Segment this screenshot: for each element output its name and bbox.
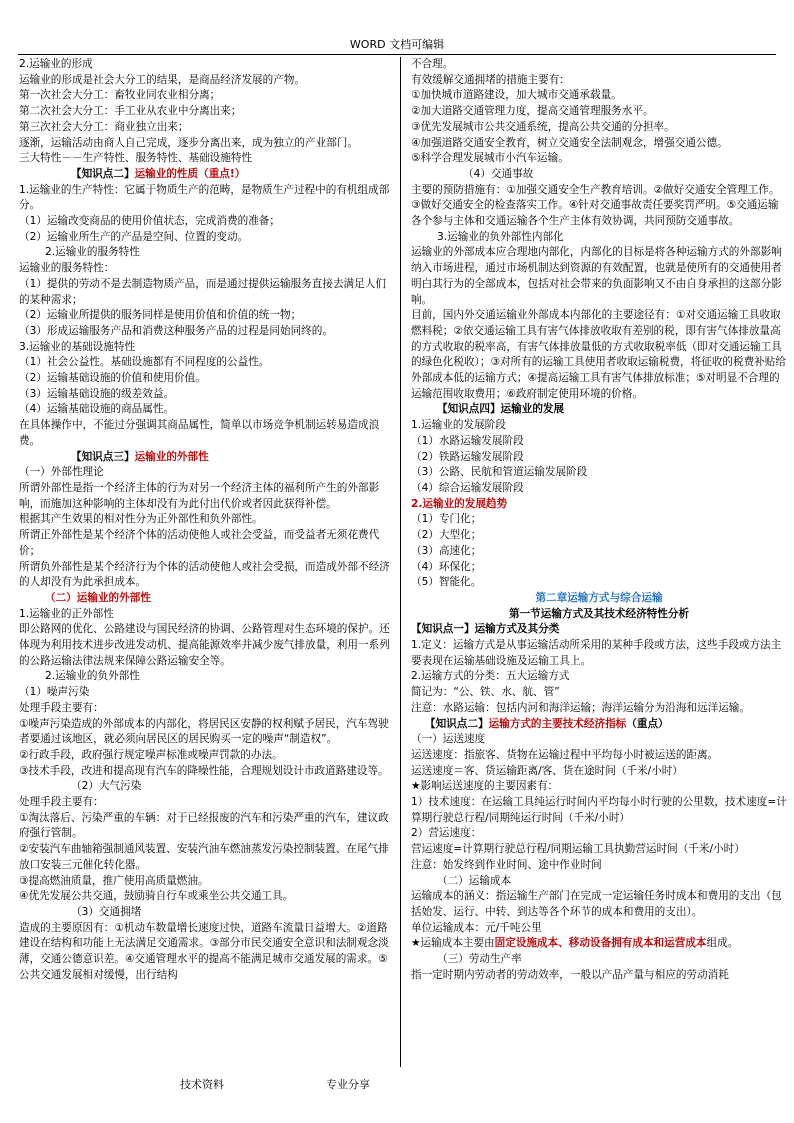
text: 1.定义：运输方式是从事运输活动所采用的某种手段或方法，这些手段或方法主要表现在运输基础设施及运输工具上。 (411, 639, 782, 667)
text: 2.运输业的形成 (19, 58, 93, 70)
paragraph (19, 622, 395, 669)
paragraph (411, 607, 787, 623)
paragraph (411, 575, 787, 591)
text: ④优先发展公共交通，鼓励骑自行车或乘坐公共交通工具。 (19, 890, 294, 903)
highlight-text: 运输业的性质（重点!） (134, 167, 246, 180)
paragraph (19, 842, 395, 873)
paragraph (19, 560, 395, 591)
paragraph (411, 544, 787, 560)
text: （2）运输基础设施的价值和使用价值。 (19, 372, 206, 385)
text: （4）交通事故 (463, 167, 534, 180)
text: 2.运输业的服务特性 (45, 246, 140, 259)
paragraph (411, 638, 787, 669)
paragraph (19, 230, 395, 246)
text: （3）形成运输服务产品和消费这种服务产品的过程是同始同终的。 (19, 324, 333, 337)
text: 1.运输业的发展阶段 (411, 419, 506, 432)
paragraph (411, 73, 787, 89)
text: 所谓负外部性是某个经济行为个体的活动使他人或社会受损，而造成外部不经济的人却没有为此承担成本。 (19, 560, 390, 589)
paragraph (19, 717, 395, 748)
text: 在具体操作中，不能过分强调其商品属性，简单以市场竞争机制运转易造成浪费。 (19, 419, 380, 447)
text: （1）提供的劳动不是去制造物质产品，而是通过提供运输服务直接去满足人们的某种需求； (19, 277, 386, 306)
paragraph (411, 795, 787, 826)
text: 3.运输业的基础设施特性 (19, 340, 136, 353)
paragraph (19, 669, 395, 685)
text: （1）噪声污染 (19, 686, 90, 699)
paragraph (411, 669, 787, 685)
paragraph (19, 779, 395, 795)
text: 运输业的外部成本应合理地内部化，内部化的目标是将各种运输方式的外部影响纳入市场进程，通过市场机制达到资源的有效配置，也就是使所有的交通使用者明白其行为的全部成本，包括对社会带来的负面影响又不由自身承担的这部分影响。 (411, 246, 782, 306)
text: 造成的主要原因有：①机动车数量增长速度过快，道路车流量日益增大。②道路建设在结构和功能上无法满足交通需求。③部分市民交通安全意识和法制观念淡薄，交通公德意识差。④交通管理水平的提高不能满足城市交通发展的需求。⑤公共交通发展相对缓慢，出行结构 (19, 921, 389, 981)
paragraph (19, 88, 395, 104)
paragraph (19, 811, 395, 842)
text: （三）劳动生产率 (437, 953, 522, 966)
paragraph (19, 387, 395, 403)
text: （一）外部性理论 (19, 466, 104, 479)
text: 目前，国内外交通运输业外部成本内部化的主要途径有：①对交通运输工具收取燃料税；②依交通运输工具有害气体排放收取有差别的税，即有害气体排放量高的方式收取的税率高，有害气体排放量低的方式收取税率低（即对交通运输工具的绿色化税收）；③对所有的运输工具使用者收取运输税费，将征收的税费补贴给外部成本低的运输方式；④提高运输工具有害气体排放标准；⑤对明显不合理的运输范围收取费用；⑥政府制定使用环境的价格。 (411, 309, 786, 400)
paragraph (411, 952, 787, 968)
text: ②安装汽车曲轴箱强制通风装置、安装汽油车燃油蒸发污染控制装置、在尾气排放口安装三元催化转化器。 (19, 843, 389, 871)
paragraph (19, 528, 395, 559)
text: （重点） (626, 717, 669, 730)
paragraph (411, 826, 787, 842)
paragraph (411, 842, 787, 858)
highlight-text: 运输方式的主要技术经济指标 (488, 717, 627, 730)
text: 运送速度：指旅客、货物在运输过程中平均每小时被运送的距离。 (411, 748, 719, 761)
text: 三大特性－－生产特性、服务特性、基础设施特性 (19, 152, 253, 165)
paragraph (411, 481, 787, 497)
paragraph (411, 120, 787, 136)
text: （2）运输业所生产的产品是空间、位置的变动。 (19, 230, 249, 243)
text: ①加快城市道路建设，加大城市交通承载量。 (411, 89, 622, 102)
text: 简记为：“公、铁、水、航、管” (411, 686, 560, 699)
paragraph (19, 607, 395, 623)
text: 【知识点三】 (71, 450, 135, 463)
text: （3）高速化； (411, 544, 482, 557)
paragraph (19, 764, 395, 780)
left-column (19, 57, 395, 1067)
highlight-text: 固定设施成本、移动设备拥有成本和运营成本 (494, 937, 707, 950)
paragraph (411, 497, 787, 513)
paragraph (411, 968, 787, 984)
text: 运输成本的涵义：指运输生产部门在完成一定运输任务时成本和费用的支出（包括始发、运行、中转、到达等各个环节的成本和费用的支出）。 (411, 890, 782, 918)
text: 营运速度=计算期行驶总行程/同期运输工具执勤营运时间（千米/小时） (411, 843, 745, 856)
paragraph (411, 560, 787, 576)
text: ④加强道路交通安全教育，树立交通安全法制观念，增强交通公德。 (411, 136, 728, 149)
paragraph (411, 151, 787, 167)
text: （2）运输业所提供的服务同样是使用价值和价值的统一物； (19, 309, 302, 322)
paragraph (19, 905, 395, 921)
text: 主要的预防措施有：①加强交通安全生产教育培训。②做好交通安全管理工作。③做好交通安全的检查落实工作。④针对交通事故责任要奖罚严明。⑤交通运输各个参与主体和交通运输各个生产主体有效协调，共同预防交通事故。 (411, 183, 780, 228)
text: 处理手段主要有： (19, 796, 104, 809)
paragraph (19, 261, 395, 277)
text: （3）公路、民航和管道运输发展阶段 (411, 466, 588, 479)
text: 运送速度＝客、货运输距离/客、货在途时间（千米/小时） (411, 764, 683, 777)
text: ②加大道路交通管理力度，提高交通管理服务水平。 (411, 105, 654, 118)
highlight-text: （二）运输业的外部性 (45, 591, 151, 604)
text: （5）智能化。 (411, 576, 482, 589)
paragraph (411, 622, 787, 638)
text: 注意：始发终到作业时间、途中作业时间 (411, 858, 602, 871)
footer-right: 专业分享 (326, 1078, 370, 1091)
right-column (411, 57, 787, 1067)
paragraph (411, 874, 787, 890)
text: ②行政手段，政府强行规定噪声标准或噪声罚款的办法。 (19, 748, 283, 761)
paragraph (411, 450, 787, 466)
paragraph (19, 57, 395, 73)
text: （2）大气污染 (71, 780, 142, 793)
text: 运输业的形成是社会大分工的结果，是商品经济发展的产物。 (19, 73, 306, 86)
paragraph (19, 701, 395, 717)
text: 处理手段主要有： (19, 701, 104, 714)
paragraph (411, 434, 787, 450)
text: 【知识点一】运输方式及其分类 (411, 623, 560, 636)
text: （4）运输基础设施的商品属性。 (19, 403, 175, 416)
text: ③优先发展城市公共交通系统，提高公共交通的分担率。 (411, 120, 675, 133)
paragraph (19, 748, 395, 764)
text: （3）交通拥堵 (71, 905, 142, 918)
highlight-text: 运输业的外部性 (134, 450, 209, 463)
text: 1.运输业的正外部性 (19, 607, 114, 620)
text: （2）大型化； (411, 529, 482, 542)
text: 第一次社会大分工：畜牧业同农业相分离； (19, 89, 221, 102)
paragraph (19, 795, 395, 811)
text: 【知识点二】 (425, 717, 489, 730)
text: 逐渐，运输活动由商人自己完成，逐步分离出来，成为独立的产业部门。 (19, 136, 358, 149)
text: （1）水路运输发展阶段 (411, 434, 524, 447)
text: （1）社会公益性。基础设施都有不同程度的公益性。 (19, 356, 270, 369)
paragraph (411, 591, 787, 607)
paragraph (411, 245, 787, 308)
text: （4）综合运输发展阶段 (411, 481, 524, 494)
paragraph (411, 104, 787, 120)
paragraph (19, 73, 395, 89)
text: 指一定时期内劳动者的劳动效率，一般以产品产量与相应的劳动消耗 (411, 968, 729, 981)
text: 第三次社会大分工：商业独立出来； (19, 120, 189, 133)
paragraph (411, 136, 787, 152)
text: （2）铁路运输发展阶段 (411, 450, 524, 463)
paragraph (411, 732, 787, 748)
paragraph (411, 418, 787, 434)
text: （一）运送速度 (411, 733, 486, 746)
text: （1）专门化； (411, 513, 482, 526)
paragraph (19, 465, 395, 481)
text: ⑤科学合理发展城市小汽车运输。 (411, 152, 569, 165)
text: ★影响运送速度的主要因素有： (411, 780, 559, 793)
text: （1）运输改变商品的使用价值状态，完成消费的准备； (19, 215, 280, 228)
paragraph (19, 183, 395, 214)
text: 第二次社会大分工：手工业从农业中分离出来； (19, 105, 242, 118)
paragraph (19, 371, 395, 387)
text: 1.运输业的生产特性：它属于物质生产的范畴，是物质生产过程中的有机组成部分。 (19, 183, 390, 212)
text: 1）技术速度：在运输工具纯运行时间内平均每小时行驶的公里数，技术速度=计算期行驶总行程/同期纯运行时间（千米/小时） (411, 796, 787, 824)
text: 第一节运输方式及其技术经济特性分析 (508, 607, 690, 620)
text: 注意：水路运输：包括内河和海洋运输；海洋运输分为沿海和远洋运输。 (411, 701, 750, 714)
text: （4）环保化； (411, 560, 482, 573)
paragraph (19, 136, 395, 152)
text: 所谓外部性是指一个经济主体的行为对另一个经济主体的福利所产生的外部影响，而施加这种影响的主体却没有为此付出代价或者因此获得补偿。 (19, 481, 380, 510)
paragraph (19, 889, 395, 905)
paragraph (411, 858, 787, 874)
paragraph (411, 57, 787, 73)
paragraph (19, 921, 395, 984)
paragraph (411, 402, 787, 418)
page-header: WORD 文档可编辑 (18, 38, 776, 55)
paragraph (19, 481, 395, 512)
text: 不合理。 (411, 58, 454, 70)
text: ③提高燃油质量，推广使用高质量燃油。 (19, 874, 209, 887)
paragraph (411, 465, 787, 481)
text: 所谓正外部性是某个经济个体的活动使他人或社会受益，而受益者无须花费代价； (19, 529, 380, 557)
text: （二）运输成本 (437, 874, 512, 887)
paragraph (411, 528, 787, 544)
paragraph (19, 151, 395, 167)
paragraph (411, 512, 787, 528)
paragraph (19, 120, 395, 136)
text: 根据其产生效果的相对性分为正外部性和负外部性。 (19, 513, 263, 526)
paragraph (19, 874, 395, 890)
paragraph (411, 230, 787, 246)
paragraph (411, 167, 787, 183)
paragraph (411, 748, 787, 764)
paragraph (411, 308, 787, 402)
text: 2）营运速度： (411, 827, 482, 840)
paragraph (411, 921, 787, 937)
paragraph (19, 214, 395, 230)
paragraph (19, 450, 395, 466)
paragraph (19, 104, 395, 120)
text: 第二章运输方式与综合运输 (535, 591, 663, 604)
paragraph (411, 936, 787, 952)
text: ①淘汰落后、污染严重的车辆：对于已经报废的汽车和污染严重的汽车，建议政府强行管制。 (19, 811, 389, 840)
paragraph (411, 701, 787, 717)
paragraph (19, 324, 395, 340)
text: 运输业的服务特性： (19, 262, 115, 275)
paragraph (19, 308, 395, 324)
text: 2.运输方式的分类：五大运输方式 (411, 670, 570, 683)
text: 即公路网的优化、公路建设与国民经济的协调、公路管理对生态环境的保护。还体现为利用技术进步改进发动机、提高能源效率并减少废气排放量，利用一系列的公路运输法律法规来保障公路运输安全等。 (19, 623, 390, 667)
paragraph (19, 245, 395, 261)
text: 单位运输成本：元/千吨公里 (411, 921, 542, 934)
paragraph (411, 717, 787, 733)
text: 【知识点四】运输业的发展 (437, 403, 565, 416)
text: 3.运输业的负外部性内部化 (437, 230, 564, 243)
paragraph (411, 88, 787, 104)
paragraph (19, 355, 395, 371)
paragraph (411, 764, 787, 780)
paragraph (19, 512, 395, 528)
paragraph (19, 340, 395, 356)
column-divider (400, 57, 401, 1067)
paragraph (411, 685, 787, 701)
text: （3）运输基础设施的级差效益。 (19, 387, 175, 400)
paragraph (19, 402, 395, 418)
paragraph (19, 685, 395, 701)
paragraph (411, 889, 787, 920)
text: 【知识点二】 (71, 167, 135, 180)
text: ★运输成本主要由 (411, 937, 495, 950)
paragraph (411, 183, 787, 230)
paragraph (19, 591, 395, 607)
text: ③技术手段，改进和提高现有汽车的降噪性能，合理规划设计市政道路建设等。 (19, 764, 389, 777)
text: 2.运输业的负外部性 (45, 670, 140, 683)
text: ①噪声污染造成的外部成本的内部化，将居民区安静的权利赋予居民，汽车驾驶者要通过该地区，就必须向居民区的居民购买一定的噪声“制造权”。 (19, 717, 389, 746)
paragraph (411, 779, 787, 795)
footer-left: 技术资料 (180, 1078, 224, 1091)
paragraph (19, 167, 395, 183)
paragraph (19, 277, 395, 308)
text: 组成。 (706, 937, 739, 950)
paragraph (19, 418, 395, 449)
text: 有效缓解交通拥堵的措施主要有： (411, 73, 570, 86)
highlight-text: 2.运输业的发展趋势 (411, 497, 508, 510)
